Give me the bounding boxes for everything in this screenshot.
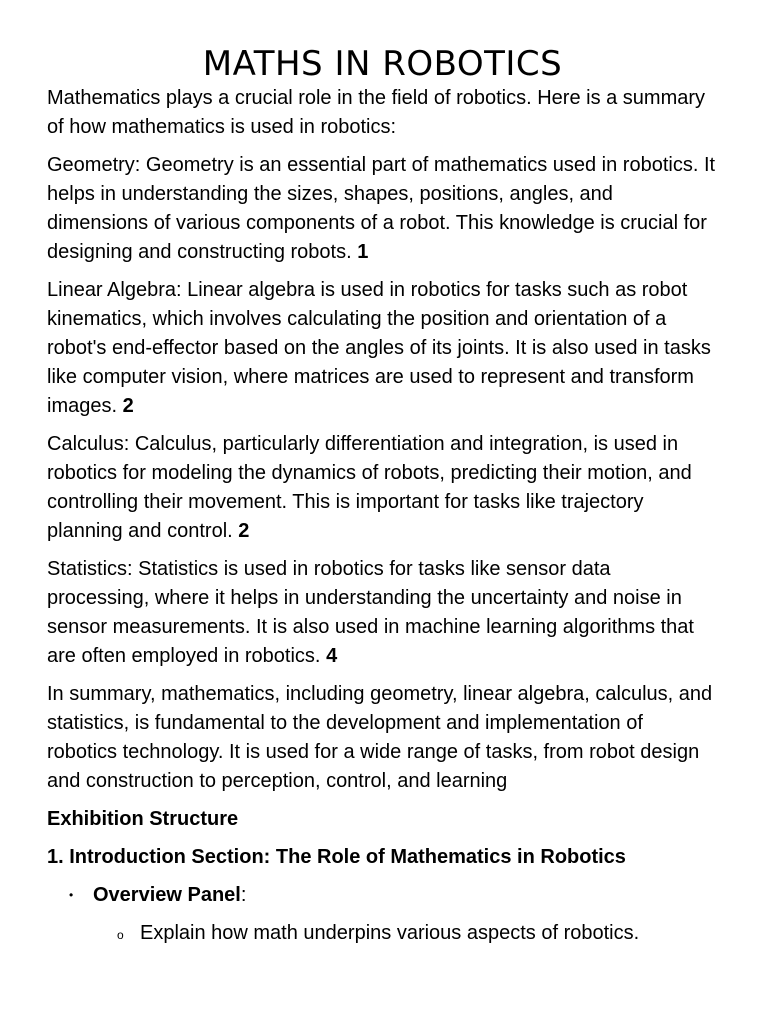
- citation-marker[interactable]: 2: [122, 395, 134, 417]
- geometry-paragraph: [47, 151, 718, 267]
- intro-paragraph: [47, 84, 718, 142]
- section-heading: 1. Introduction Section: The Role of Mathematics in Robotics: [47, 846, 626, 868]
- statistics-paragraph: [47, 555, 718, 671]
- citation-marker[interactable]: 1: [357, 241, 369, 263]
- paragraph-text: Geometry: Geometry is an essential part of mathematics used in robotics. It helps in understanding the sizes, shapes, positions, angles, and dimensions of various components of a robot. This knowledge is crucial for designing and constructing robots.: [47, 154, 716, 263]
- linear-algebra-paragraph: [47, 276, 718, 421]
- citation-marker[interactable]: 2: [238, 520, 250, 542]
- bullet-colon: :: [240, 884, 247, 906]
- paragraph-text: Calculus: Calculus, particularly differentiation and integration, is used in robotics for modeling the dynamics of robots, predicting their motion, and controlling their movement. This is important for tasks like trajectory planning and control.: [47, 433, 692, 542]
- intro-text: Mathematics plays a crucial role in the field of robotics. Here is a summary of how mathematics is used in robotics:: [47, 87, 706, 138]
- summary-text: In summary, mathematics, including geometry, linear algebra, calculus, and statistics, is fundamental to the development and implementation of robotics technology. It is used for a wide range of tasks, from robot design and construction to perception, control, and learning: [47, 683, 713, 792]
- bullet-label: Overview Panel: [93, 884, 241, 906]
- paragraph-text: Statistics: Statistics is used in robotics for tasks like sensor data processing, where it helps in understanding the uncertainty and noise in sensor measurements. It is also used in machine learning algorithms that are often employed in robotics.: [47, 558, 694, 667]
- paragraph-text: Linear Algebra: Linear algebra is used in robotics for tasks such as robot kinematics, which involves calculating the position and orientation of a robot's end-effector based on the angles of its joints. It is also used in tasks like computer vision, where matrices are used to represent and transform images.: [47, 279, 711, 417]
- bullet-item: [47, 881, 718, 910]
- bullet-marker: •: [69, 888, 74, 902]
- page-title: MATHS IN ROBOTICS: [202, 44, 563, 84]
- sub-bullet-text: Explain how math underpins various aspects of robotics.: [140, 922, 640, 944]
- summary-paragraph: [47, 680, 718, 796]
- calculus-paragraph: [47, 430, 718, 546]
- exhibition-heading: Exhibition Structure: [47, 808, 239, 830]
- sub-bullet-marker: o: [117, 928, 124, 942]
- sub-bullet-item: [47, 919, 718, 948]
- citation-marker[interactable]: 4: [326, 645, 338, 667]
